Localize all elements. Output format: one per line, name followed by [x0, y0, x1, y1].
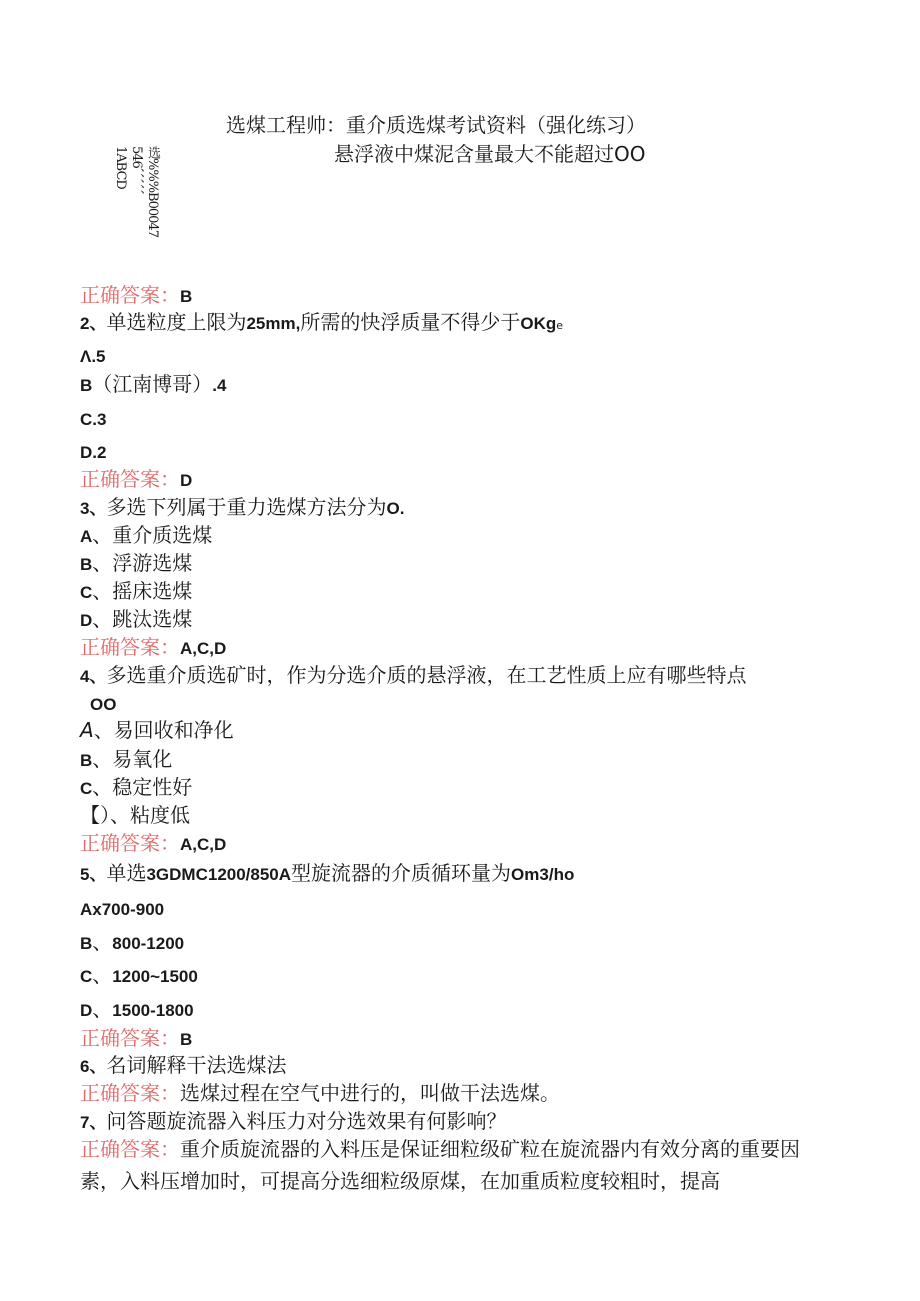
question-number: 2、	[80, 314, 107, 333]
question-1-vertical-col-1: 选%%%B00047	[145, 146, 160, 237]
question-2-stem	[80, 309, 563, 339]
question-2-option-c	[80, 405, 106, 433]
question-2-option-b	[80, 371, 226, 399]
option-key: D.2	[80, 443, 107, 462]
stem-bold: 3GDMC1200/850A	[146, 865, 292, 884]
option-key: B	[80, 555, 93, 574]
question-3-option-d	[80, 606, 192, 634]
question-number: 3、	[80, 499, 107, 518]
option-key: C.3	[80, 410, 107, 429]
option-text: （江南博哥）	[92, 372, 213, 396]
question-4-answer	[80, 830, 226, 858]
option-key: C	[80, 779, 93, 798]
option-key: 【）	[80, 803, 110, 827]
answer-value: D	[180, 471, 193, 490]
answer-label: 正确答案：	[80, 1137, 180, 1161]
question-5-option-d	[80, 996, 194, 1024]
question-number: 6、	[80, 1057, 107, 1076]
answer-label: 正确答案：	[80, 635, 180, 659]
question-5-answer	[80, 1025, 192, 1053]
option-text: 、跳汰选煤	[92, 607, 193, 631]
answer-value: A,C,D	[180, 639, 227, 658]
option-key: D	[80, 611, 93, 630]
option-text: 、	[92, 997, 113, 1021]
question-2-answer	[80, 466, 192, 494]
answer-label: 正确答案：	[80, 283, 180, 307]
option-text: 、粘度低	[110, 803, 190, 827]
question-5-option-c	[80, 962, 198, 990]
option-text: 、	[92, 963, 113, 987]
answer-label: 正确答案：	[80, 1026, 180, 1050]
stem-text: 单选	[106, 861, 147, 885]
stem-bold: O.	[386, 499, 405, 518]
question-number: 4、	[80, 667, 107, 686]
answer-value: B	[180, 287, 193, 306]
question-3-option-a	[80, 522, 212, 550]
stem-text: 多选重介质选矿时，作为分选介质的悬浮液，在工艺性质上应有哪些特点	[106, 663, 747, 687]
answer-label: 正确答案：	[80, 831, 180, 855]
stem-text: 多选下列属于重力选煤方法分为	[106, 495, 387, 519]
option-key: C	[80, 583, 93, 602]
question-4-stem-continued	[90, 690, 116, 718]
question-7-answer	[80, 1133, 820, 1197]
question-5-stem	[80, 860, 574, 888]
question-3-option-c	[80, 578, 192, 606]
stem-text: 问答题旋流器入料压力对分选效果有何影响？	[106, 1109, 507, 1133]
option-key: Λ.5	[80, 347, 106, 366]
stem-bold: 25mm,	[246, 314, 301, 333]
stem-text-2: 型旋流器的介质循环量为	[291, 861, 512, 885]
answer-value: 重介质旋流器的入料压是保证细粒级矿粒在旋流器内有效分离的重要因素，入料压增加时，可提高分选细粒级原煤，在加重质粒度较粗时，提高	[80, 1137, 800, 1193]
stem-tail: e	[556, 319, 564, 332]
option-tail: 800-1200	[112, 934, 185, 953]
option-key: B	[80, 934, 93, 953]
question-2-option-a	[80, 342, 106, 370]
option-text: 、稳定性好	[92, 775, 193, 799]
option-key: B	[80, 751, 93, 770]
question-6-stem	[80, 1052, 286, 1080]
option-text: 、易回收和净化	[93, 718, 234, 742]
question-4-stem	[80, 662, 746, 690]
option-key: B	[80, 376, 93, 395]
option-text: 、重介质选煤	[92, 523, 213, 547]
option-text: 、易氧化	[92, 747, 173, 771]
stem-text: 单选粒度上限为	[106, 310, 247, 334]
question-1-stem	[334, 141, 645, 167]
answer-label: 正确答案：	[80, 467, 180, 491]
document-title: 选煤工程帅：重介质选煤考试资料（强化练习）	[226, 113, 646, 137]
stem-text-2: 所需的快浮质量不得少于	[300, 310, 521, 334]
question-1-vertical-col-3: 1ABCD	[113, 146, 128, 189]
stem-bold: OO	[90, 695, 117, 714]
option-key: Ax700-900	[80, 900, 165, 919]
question-4-option-d	[80, 802, 190, 828]
question-1-vertical-col-2: 546、、、、、	[129, 146, 144, 202]
question-2-option-d	[80, 438, 106, 466]
option-text: 、	[92, 930, 113, 954]
option-tail: .4	[212, 376, 227, 395]
stem-text: 名词解释干法选煤法	[106, 1053, 287, 1077]
question-5-option-b	[80, 929, 184, 957]
option-tail: 1500-1800	[112, 1001, 194, 1020]
answer-value: 选煤过程在空气中进行的，叫做干法选煤。	[180, 1081, 560, 1105]
question-5-option-a	[80, 895, 164, 923]
stem-bold-2: Om3/ho	[511, 865, 575, 884]
stem-bold-2: OKg	[520, 314, 557, 333]
answer-value: B	[180, 1030, 193, 1049]
question-number: 5、	[80, 865, 107, 884]
option-key: C	[80, 967, 93, 986]
answer-value: A,C,D	[180, 835, 227, 854]
option-text: 、浮游选煤	[92, 551, 193, 575]
question-1-answer	[80, 282, 192, 310]
question-number: 7、	[80, 1113, 107, 1132]
question-1-stem-text: 悬浮液中煤泥含量最大不能超过OO	[334, 142, 646, 166]
question-3-option-b	[80, 550, 192, 578]
option-text: 、摇床选煤	[92, 579, 193, 603]
option-key: D	[80, 1001, 93, 1020]
question-4-option-a	[80, 717, 234, 743]
answer-label: 正确答案：	[80, 1081, 180, 1105]
question-3-stem	[80, 494, 404, 522]
option-key: A	[80, 718, 94, 742]
question-4-option-c	[80, 774, 192, 802]
question-3-answer	[80, 634, 226, 662]
question-6-answer	[80, 1080, 560, 1106]
question-4-option-b	[80, 746, 172, 774]
option-key: A	[80, 527, 93, 546]
option-tail: 1200~1500	[112, 967, 198, 986]
question-7-stem	[80, 1108, 506, 1136]
